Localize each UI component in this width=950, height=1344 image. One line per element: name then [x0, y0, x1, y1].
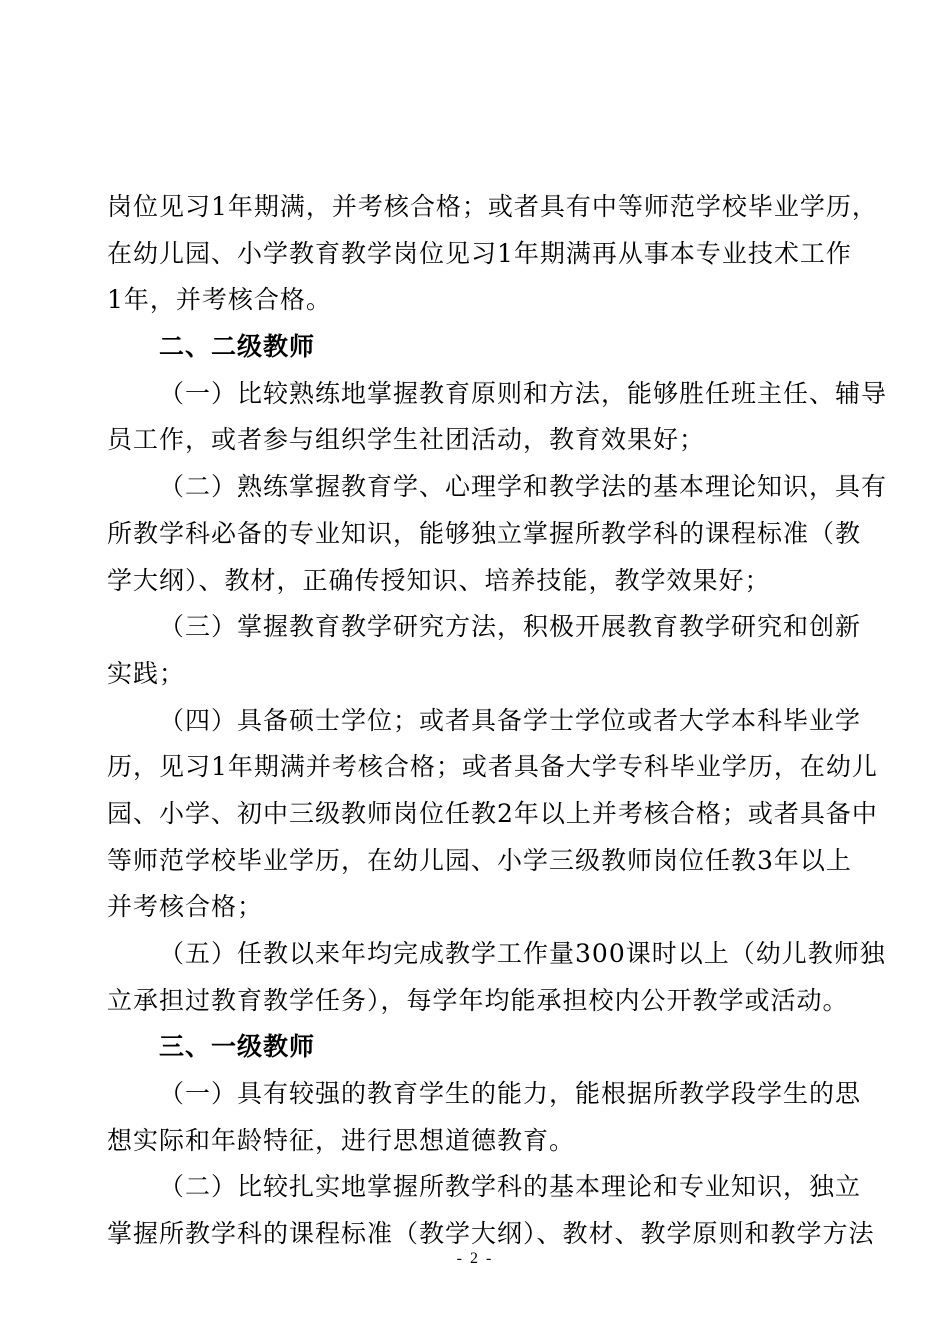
text-line: 所教学科必备的专业知识，能够独立掌握所教学科的课程标准（教 [107, 518, 862, 548]
text-line: 在幼儿园、小学教育教学岗位见习1年期满再从事本专业技术工作 [107, 238, 852, 268]
text-line: 岗位见习1年期满，并考核合格；或者具有中等师范学校毕业学历， [107, 192, 878, 221]
section-heading-level-1: 三、一级教师 [159, 1032, 316, 1062]
text-line: 并考核合格； [107, 892, 264, 922]
text-line: （四）具备硕士学位；或者具备学士学位或者大学本科毕业学 [159, 705, 862, 735]
text-line: 员工作，或者参与组织学生社团活动，教育效果好； [107, 425, 706, 455]
text-line: （二）熟练掌握教育学、心理学和教学法的基本理论知识，具有 [159, 472, 888, 502]
text-line: 立承担过教育教学任务），每学年均能承担校内公开教学或活动。 [107, 985, 849, 1015]
text-line: 实践； [107, 658, 186, 688]
text-line: 园、小学、初中三级教师岗位任教2年以上并考核合格；或者具备中 [107, 798, 878, 828]
text-line: （一）比较熟练地掌握教育原则和方法，能够胜任班主任、辅导 [159, 378, 888, 408]
text-line: 学大纲）、教材，正确传授知识、培养技能，教学效果好； [107, 565, 771, 595]
text-line: 历，见习1年期满并考核合格；或者具备大学专科毕业学历，在幼儿 [107, 752, 878, 782]
page-number: - 2 - [456, 1250, 494, 1267]
text-line: 等师范学校毕业学历，在幼儿园、小学三级教师岗位任教3年以上 [107, 845, 852, 875]
text-line: 掌握所教学科的课程标准（教学大纲）、教材、教学原则和教学方法 [107, 1219, 875, 1249]
text-line: （五）任教以来年均完成教学工作量300课时以上（幼儿教师独 [159, 939, 886, 968]
text-line: 1年，并考核合格。 [107, 285, 332, 315]
text-line: （三）掌握教育教学研究方法，积极开展教育教学研究和创新 [159, 612, 862, 642]
text-line: 想实际和年龄特征，进行思想道德教育。 [107, 1125, 576, 1155]
section-heading-level-2: 二、二级教师 [159, 332, 316, 362]
body-text [107, 184, 888, 1258]
text-line: （二）比较扎实地掌握所教学科的基本理论和专业知识，独立 [159, 1172, 862, 1202]
text-line: （一）具有较强的教育学生的能力，能根据所教学段学生的思 [159, 1079, 862, 1109]
